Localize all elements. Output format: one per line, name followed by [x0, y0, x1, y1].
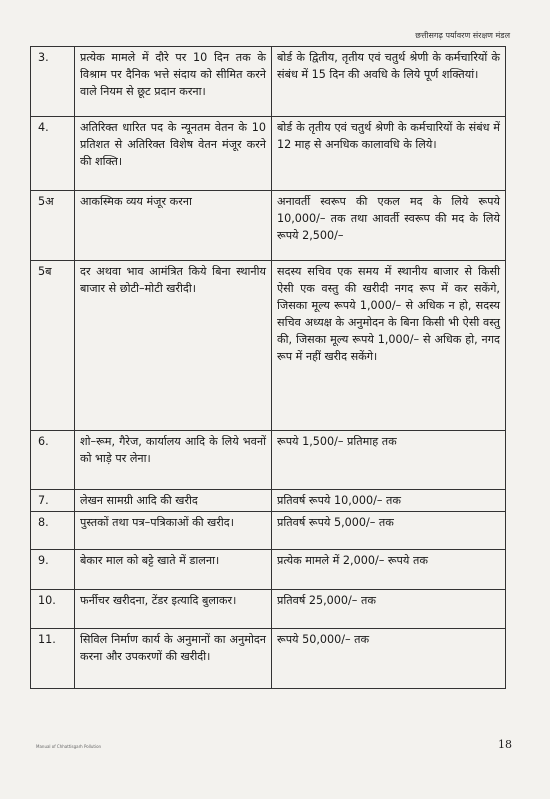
- limit-cell: रूपये 1,500/– प्रतिमाह तक: [272, 431, 506, 490]
- table-row: [31, 550, 506, 590]
- row-number: 7.: [31, 490, 75, 512]
- page-header: छत्तीसगढ़ पर्यावरण संरक्षण मंडल: [415, 31, 510, 40]
- table-row: [31, 47, 506, 117]
- table-row: [31, 431, 506, 490]
- limit-cell: अनावर्ती स्वरूप की एकल मद के लिये रूपये 10,000/– तक तथा आवर्ती स्वरूप की मद के लिये रूपये 2,500/–: [272, 191, 506, 261]
- power-cell: शो–रूम, गैरेज, कार्यालय आदि के लिये भवनों को भाड़े पर लेना।: [75, 431, 272, 490]
- page-number: 18: [498, 738, 512, 751]
- limit-cell: सदस्य सचिव एक समय में स्थानीय बाजार से किसी ऐसी एक वस्तु की खरीदी नगद रूप में कर सकेंगे, जिसका मूल्य रूपये 1,000/– से अधिक न हो, सदस्य सचिव अध्यक्ष के अनुमोदन के बिना किसी भी ऐसी वस्तु की, जिसका मूल्य रूपये 1,000/– से अधिक हो, नगद रूप में नहीं खरीद सकेंगे।: [272, 261, 506, 431]
- table-row: [31, 512, 506, 550]
- power-cell: अतिरिक्त धारित पद के न्यूनतम वेतन के 10 प्रतिशत से अतिरिक्त विशेष वेतन मंजूर करने की शक्ति।: [75, 117, 272, 191]
- row-number: 8.: [31, 512, 75, 550]
- table-row: [31, 590, 506, 629]
- row-number: 10.: [31, 590, 75, 629]
- table-row: [31, 261, 506, 431]
- power-cell: दर अथवा भाव आमंत्रित किये बिना स्थानीय बाजार से छोटी–मोटी खरीदी।: [75, 261, 272, 431]
- table-row: [31, 191, 506, 261]
- power-cell: सिविल निर्माण कार्य के अनुमानों का अनुमोदन करना और उपकरणों की खरीदी।: [75, 629, 272, 689]
- limit-cell: प्रतिवर्ष रूपये 10,000/– तक: [272, 490, 506, 512]
- row-number: 6.: [31, 431, 75, 490]
- power-cell: लेखन सामग्री आदि की खरीद: [75, 490, 272, 512]
- row-number: 9.: [31, 550, 75, 590]
- row-number: 3.: [31, 47, 75, 117]
- row-number: 5अ: [31, 191, 75, 261]
- power-cell: पुस्तकों तथा पत्र–पत्रिकाओं की खरीद।: [75, 512, 272, 550]
- row-number: 4.: [31, 117, 75, 191]
- table-row: [31, 117, 506, 191]
- table-row: [31, 629, 506, 689]
- row-number: 11.: [31, 629, 75, 689]
- power-cell: आकस्मिक व्यय मंजूर करना: [75, 191, 272, 261]
- table-row: [31, 490, 506, 512]
- limit-cell: प्रत्येक मामले में 2,000/– रूपये तक: [272, 550, 506, 590]
- limit-cell: प्रतिवर्ष रूपये 5,000/– तक: [272, 512, 506, 550]
- limit-cell: प्रतिवर्ष 25,000/– तक: [272, 590, 506, 629]
- limit-cell: बोर्ड के द्वितीय, तृतीय एवं चतुर्थ श्रेणी के कर्मचारियों के संबंध में 15 दिन की अवधि के लिये पूर्ण शक्तियां।: [272, 47, 506, 117]
- delegation-table: [30, 46, 506, 689]
- limit-cell: रूपये 50,000/– तक: [272, 629, 506, 689]
- row-number: 5ब: [31, 261, 75, 431]
- footer-note: Manual of Chhattisgarh Pollution: [36, 744, 102, 749]
- power-cell: फर्नीचर खरीदना, टेंडर इत्यादि बुलाकर।: [75, 590, 272, 629]
- power-cell: प्रत्येक मामले में दौरे पर 10 दिन तक के विश्राम पर दैनिक भत्ते संदाय को सीमित करने वाले नियम से छूट प्रदान करना।: [75, 47, 272, 117]
- power-cell: बेकार माल को बट्टे खाते में डालना।: [75, 550, 272, 590]
- limit-cell: बोर्ड के तृतीय एवं चतुर्थ श्रेणी के कर्मचारियों के संबंध में 12 माह से अनधिक कालावधि के लिये।: [272, 117, 506, 191]
